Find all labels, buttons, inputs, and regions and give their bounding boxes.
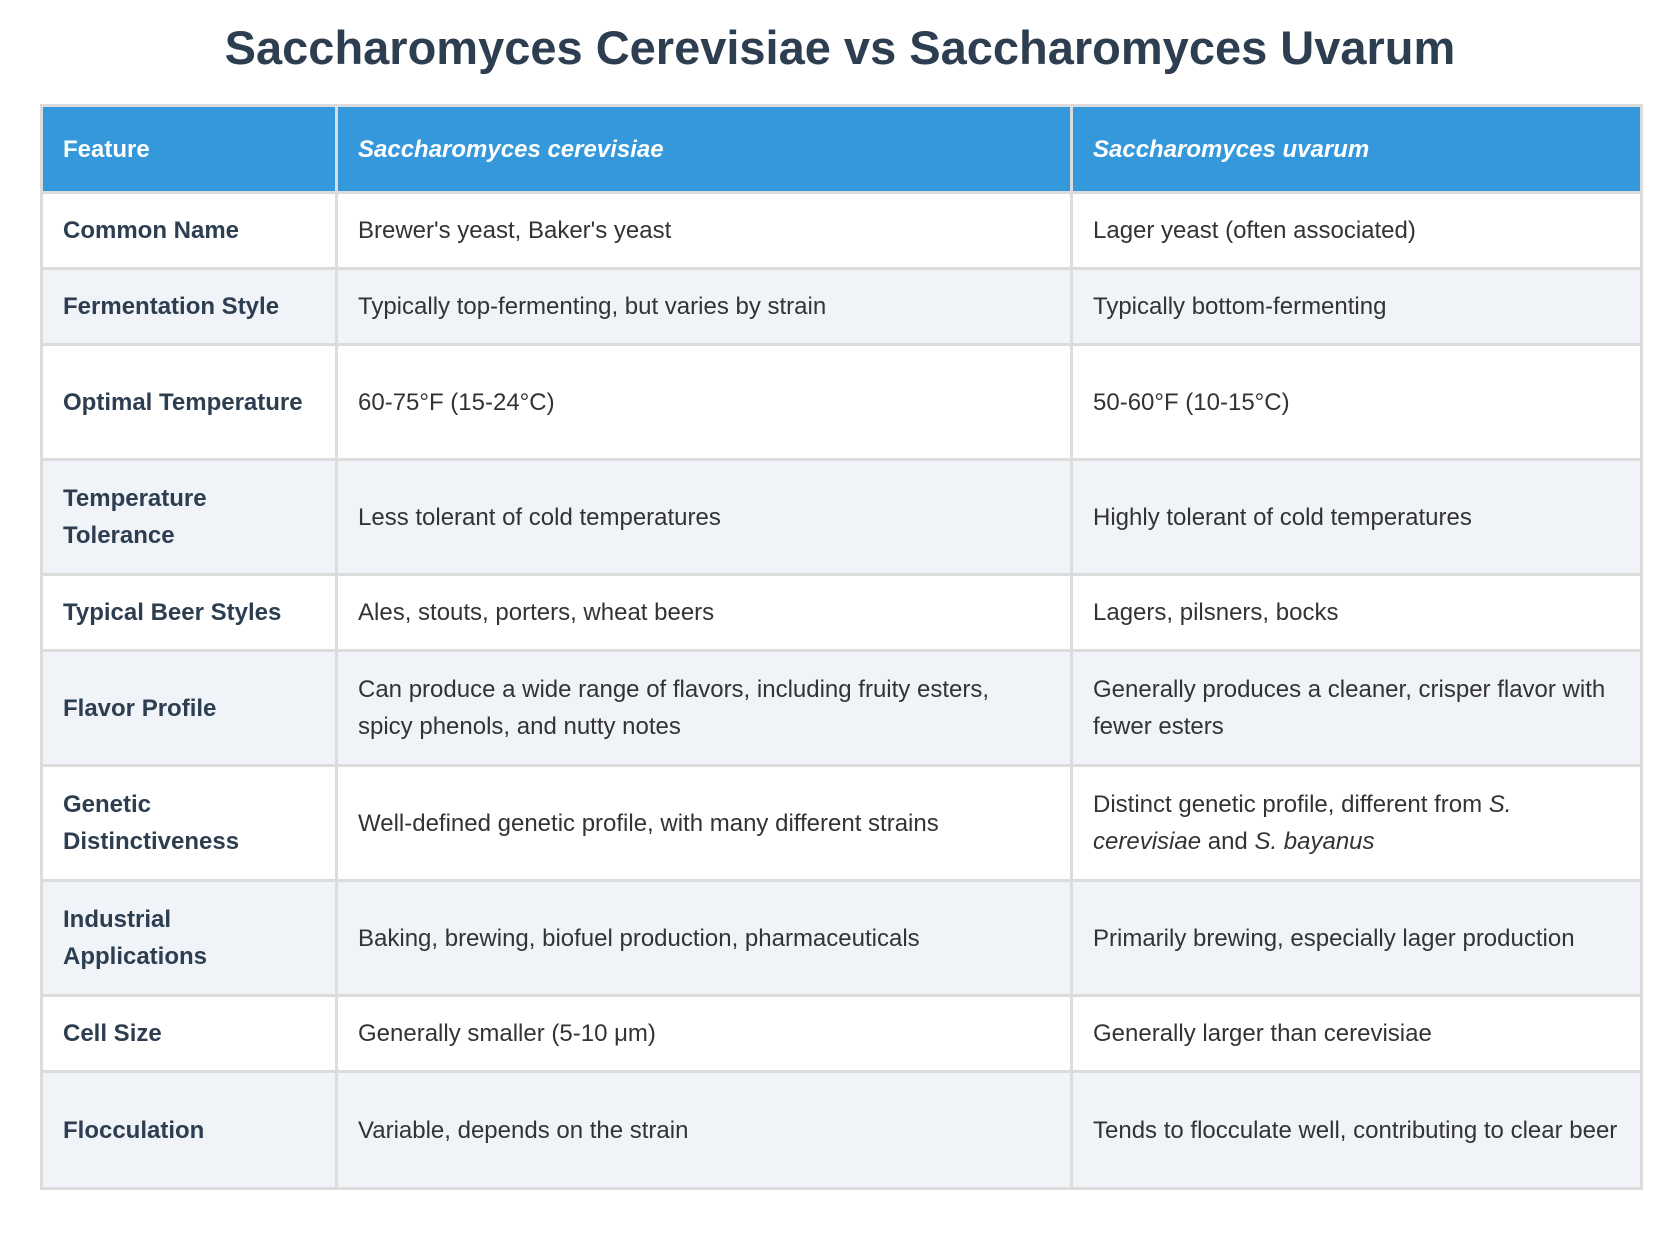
uvarum-cell: Tends to flocculate well, contributing to clear beer bbox=[1072, 1072, 1642, 1189]
table-row bbox=[42, 651, 1642, 766]
comparison-table bbox=[40, 104, 1643, 1190]
cerevisiae-cell: Can produce a wide range of flavors, including fruity esters, spicy phenols, and nutty notes bbox=[337, 651, 1072, 766]
cerevisiae-cell: Typically top-fermenting, but varies by strain bbox=[337, 269, 1072, 345]
feature-cell: Industrial Applications bbox=[42, 881, 337, 996]
uvarum-cell: Highly tolerant of cold temperatures bbox=[1072, 460, 1642, 575]
uvarum-cell: Typically bottom-fermenting bbox=[1072, 269, 1642, 345]
uvarum-text: Distinct genetic profile, different from bbox=[1093, 791, 1489, 818]
uvarum-cell: Generally larger than cerevisiae bbox=[1072, 996, 1642, 1072]
feature-cell: Genetic Distinctiveness bbox=[42, 766, 337, 881]
table-row bbox=[42, 996, 1642, 1072]
cerevisiae-cell: Variable, depends on the strain bbox=[337, 1072, 1072, 1189]
uvarum-text: and bbox=[1201, 828, 1255, 855]
feature-cell: Fermentation Style bbox=[42, 269, 337, 345]
cerevisiae-cell: Generally smaller (5-10 μm) bbox=[337, 996, 1072, 1072]
uvarum-cell: Primarily brewing, especially lager production bbox=[1072, 881, 1642, 996]
feature-cell: Flavor Profile bbox=[42, 651, 337, 766]
header-row bbox=[42, 106, 1642, 193]
cerevisiae-cell: Less tolerant of cold temperatures bbox=[337, 460, 1072, 575]
uvarum-cell: Lager yeast (often associated) bbox=[1072, 193, 1642, 269]
feature-cell: Temperature Tolerance bbox=[42, 460, 337, 575]
table-row bbox=[42, 1072, 1642, 1189]
uvarum-cell bbox=[1072, 766, 1642, 881]
table-header bbox=[42, 106, 1642, 193]
table-row bbox=[42, 269, 1642, 345]
uvarum-cell: Generally produces a cleaner, crisper flavor with fewer esters bbox=[1072, 651, 1642, 766]
cerevisiae-cell: Ales, stouts, porters, wheat beers bbox=[337, 575, 1072, 651]
table-row bbox=[42, 345, 1642, 460]
header-cerevisiae: Saccharomyces cerevisiae bbox=[337, 106, 1072, 193]
header-uvarum: Saccharomyces uvarum bbox=[1072, 106, 1642, 193]
header-feature: Feature bbox=[42, 106, 337, 193]
feature-cell: Typical Beer Styles bbox=[42, 575, 337, 651]
cerevisiae-cell: Baking, brewing, biofuel production, pharmaceuticals bbox=[337, 881, 1072, 996]
cerevisiae-cell: Well-defined genetic profile, with many different strains bbox=[337, 766, 1072, 881]
table-row bbox=[42, 460, 1642, 575]
cerevisiae-cell: Brewer's yeast, Baker's yeast bbox=[337, 193, 1072, 269]
feature-cell: Optimal Temperature bbox=[42, 345, 337, 460]
table-row bbox=[42, 193, 1642, 269]
feature-cell: Cell Size bbox=[42, 996, 337, 1072]
table-row bbox=[42, 881, 1642, 996]
feature-cell: Flocculation bbox=[42, 1072, 337, 1189]
table-row bbox=[42, 575, 1642, 651]
uvarum-cell: 50-60°F (10-15°C) bbox=[1072, 345, 1642, 460]
species-name-bayanus: S. bayanus bbox=[1254, 828, 1375, 855]
table-row bbox=[42, 766, 1642, 881]
table-body bbox=[42, 193, 1642, 1189]
species-name-cerevisiae: S. cerevisiae bbox=[1093, 791, 1512, 855]
uvarum-cell: Lagers, pilsners, bocks bbox=[1072, 575, 1642, 651]
cerevisiae-cell: 60-75°F (15-24°C) bbox=[337, 345, 1072, 460]
feature-cell: Common Name bbox=[42, 193, 337, 269]
page-title: Saccharomyces Cerevisiae vs Saccharomyces Uvarum bbox=[224, 21, 1456, 74]
